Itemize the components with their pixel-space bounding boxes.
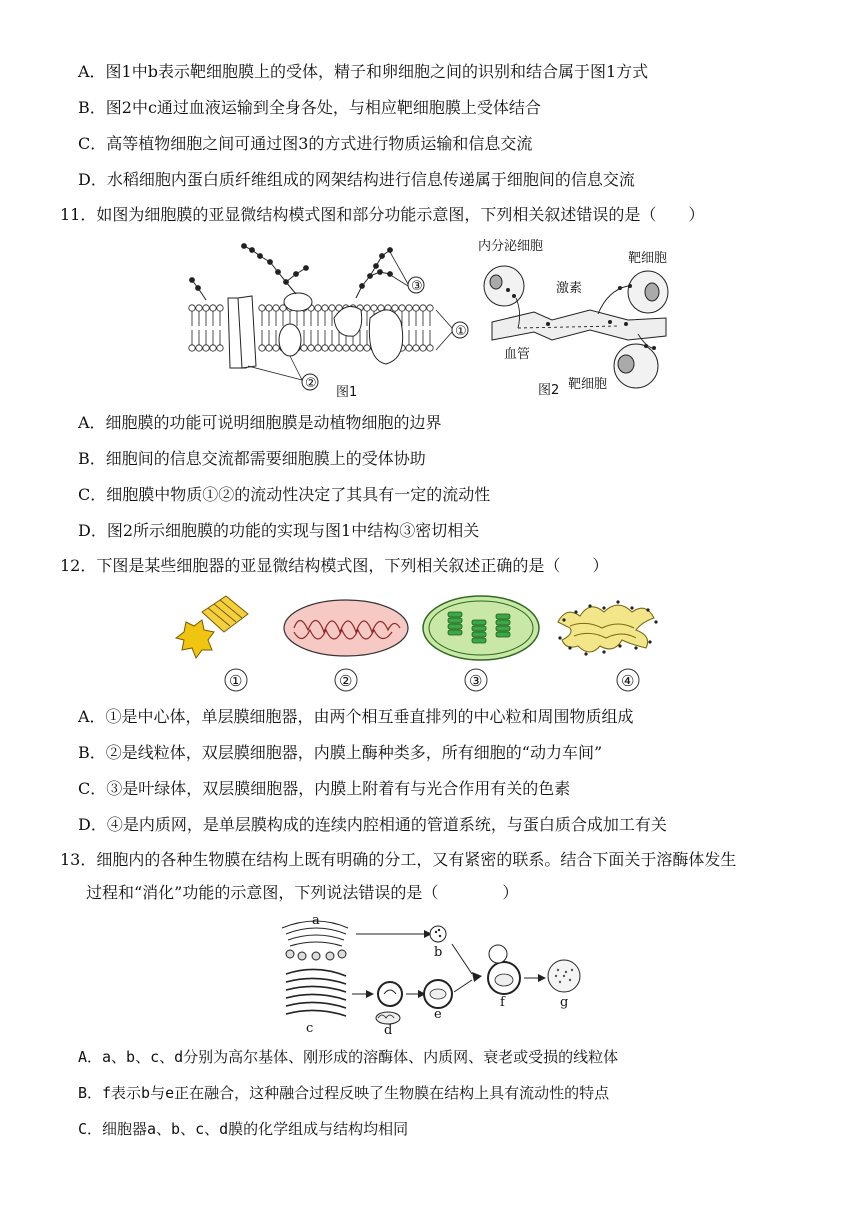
svg-text:③: ③ xyxy=(411,279,423,294)
q10-option-a: A．图1中b表示靶细胞膜上的受体，精子和卵细胞之间的识别和结合属于图1方式 xyxy=(78,62,649,81)
phospholipid-head xyxy=(406,345,412,351)
membrane-label-1 xyxy=(452,322,468,339)
phospholipid-head xyxy=(413,305,419,311)
chloroplast-image xyxy=(423,596,539,660)
phospholipid-head xyxy=(336,345,342,351)
q13-stem-line1: 13．细胞内的各种生物膜在结构上既有明确的分工，又有紧密的联系。结合下面关于溶酶体发生 xyxy=(60,850,737,869)
phospholipid-head xyxy=(371,305,377,311)
q13-stem-line2: 过程和“消化”功能的示意图，下列说法错误的是（ ） xyxy=(86,883,519,902)
fig2-caption: 图2 xyxy=(538,383,560,398)
phospholipid-head xyxy=(189,345,195,351)
phospholipid-head xyxy=(322,345,328,351)
phospholipid-head xyxy=(427,345,433,351)
phospholipid-head xyxy=(273,345,279,351)
svg-text:④: ④ xyxy=(621,672,635,690)
q11-option-b: B．细胞间的信息交流都需要细胞膜上的受体协助 xyxy=(78,449,426,468)
autophagosome-e xyxy=(424,980,452,1008)
svg-text:f: f xyxy=(500,995,505,1010)
q10-option-d: D．水稻细胞内蛋白质纤维组成的网架结构进行信息传递属于细胞间的信息交流 xyxy=(78,170,635,189)
phospholipid-head xyxy=(273,305,279,311)
label-blood-vessel: 血管 xyxy=(504,347,531,362)
q13-option-c: C．细胞器a、b、c、d膜的化学组成与结构均相同 xyxy=(78,1120,409,1138)
q13-option-a: A．a、b、c、d分别为高尔基体、刚形成的溶酶体、内质网、衰老或受损的线粒体 xyxy=(78,1048,619,1066)
fig1-caption: 图1 xyxy=(336,385,358,400)
membrane-label-3 xyxy=(408,277,424,294)
hormone-signal-figure xyxy=(478,236,682,398)
phospholipid-head xyxy=(322,305,328,311)
svg-text:①: ① xyxy=(455,324,467,339)
phospholipid-head xyxy=(420,345,426,351)
phospholipid-head xyxy=(392,305,398,311)
phospholipid-head xyxy=(266,345,272,351)
phospholipid-head xyxy=(343,345,349,351)
phospholipid-head xyxy=(315,305,321,311)
phospholipid-head xyxy=(217,345,223,351)
phospholipid-head xyxy=(301,345,307,351)
phospholipid-head xyxy=(217,305,223,311)
phospholipid-head xyxy=(406,305,412,311)
glycocalyx-chains xyxy=(190,244,393,300)
phospholipid-head xyxy=(364,305,370,311)
residual-g xyxy=(548,960,580,992)
q12-option-a: A．①是中心体，单层膜细胞器，由两个相互垂直排列的中心粒和周围物质组成 xyxy=(78,707,634,726)
phospholipid-head xyxy=(329,305,335,311)
mitochondrion-image xyxy=(284,600,408,656)
phospholipid-head xyxy=(308,345,314,351)
q11-option-a: A．细胞膜的功能可说明细胞膜是动植物细胞的边界 xyxy=(78,413,442,432)
q13-option-b: B．f表示b与e正在融合，这种融合过程反映了生物膜在结构上具有流动性的特点 xyxy=(78,1084,610,1102)
q10-option-c: C．高等植物细胞之间可通过图3的方式进行物质运输和信息交流 xyxy=(78,134,533,153)
svg-text:②: ② xyxy=(305,376,317,391)
svg-text:g: g xyxy=(560,995,569,1010)
phospholipid-head xyxy=(357,345,363,351)
phospholipid-head xyxy=(413,345,419,351)
svg-text:①: ① xyxy=(229,672,243,690)
membrane-label-2 xyxy=(302,374,318,391)
endoplasmic-reticulum-image xyxy=(558,600,658,655)
phospholipid-head xyxy=(399,305,405,311)
phospholipid-head xyxy=(364,345,370,351)
q12-stem: 12．下图是某些细胞器的亚显微结构模式图，下列相关叙述正确的是（ ） xyxy=(60,556,609,575)
centrosome-image xyxy=(176,596,248,658)
phospholipid-head xyxy=(259,345,265,351)
phospholipid-head xyxy=(203,345,209,351)
vesicle-forming xyxy=(378,982,402,1006)
lysosome-b xyxy=(430,926,446,942)
svg-text:d: d xyxy=(384,1023,393,1038)
phospholipid-head xyxy=(266,305,272,311)
organelle-labels xyxy=(225,669,639,691)
phospholipid-head xyxy=(315,345,321,351)
q12-option-d: D．④是内质网，是单层膜构成的连续内腔相通的管道系统，与蛋白质合成加工有关 xyxy=(78,815,667,834)
svg-text:③: ③ xyxy=(469,672,483,690)
svg-text:c: c xyxy=(306,1021,314,1036)
blood-vessel xyxy=(492,310,666,340)
q12-option-b: B．②是线粒体，双层膜细胞器，内膜上酶种类多，所有细胞的“动力车间” xyxy=(78,743,603,762)
svg-text:②: ② xyxy=(339,672,353,690)
label-target-cell-bottom: 靶细胞 xyxy=(568,377,608,392)
q11-option-c: C．细胞膜中物质①②的流动性决定了其具有一定的流动性 xyxy=(78,485,491,504)
q10-option-b: B．图2中c通过血液运输到全身各处，与相应靶细胞膜上受体结合 xyxy=(78,98,541,117)
phospholipid-head xyxy=(189,305,195,311)
phospholipid-head xyxy=(350,345,356,351)
svg-text:b: b xyxy=(434,945,443,960)
q12-option-c: C．③是叶绿体，双层膜细胞器，内膜上附着有与光合作用有关的色素 xyxy=(78,779,571,798)
label-hormone: 激素 xyxy=(556,281,583,296)
lysosome-figure xyxy=(276,914,586,1038)
label-endocrine-cell: 内分泌细胞 xyxy=(478,239,544,254)
phospholipid-head xyxy=(196,345,202,351)
phospholipid-head xyxy=(427,305,433,311)
membrane-proteins xyxy=(228,293,403,368)
phospholipid-head xyxy=(329,345,335,351)
label-target-cell-top: 靶细胞 xyxy=(628,251,668,266)
q11-stem: 11．如图为细胞膜的亚显微结构模式图和部分功能示意图，下列相关叙述错误的是（ ） xyxy=(60,205,705,224)
phospholipid-head xyxy=(210,305,216,311)
svg-text:e: e xyxy=(434,1007,442,1022)
organelles-figure xyxy=(166,592,696,694)
phospholipid-head xyxy=(196,305,202,311)
svg-text:a: a xyxy=(312,914,320,928)
phospholipid-head xyxy=(203,305,209,311)
q11-option-d: D．图2所示细胞膜的功能的实现与图1中结构③密切相关 xyxy=(78,521,480,540)
fusion-f xyxy=(488,945,520,994)
membrane-figure xyxy=(186,240,476,400)
er-c xyxy=(286,969,346,1016)
phospholipid-head xyxy=(259,305,265,311)
phospholipid-head xyxy=(210,345,216,351)
phospholipid-head xyxy=(420,305,426,311)
